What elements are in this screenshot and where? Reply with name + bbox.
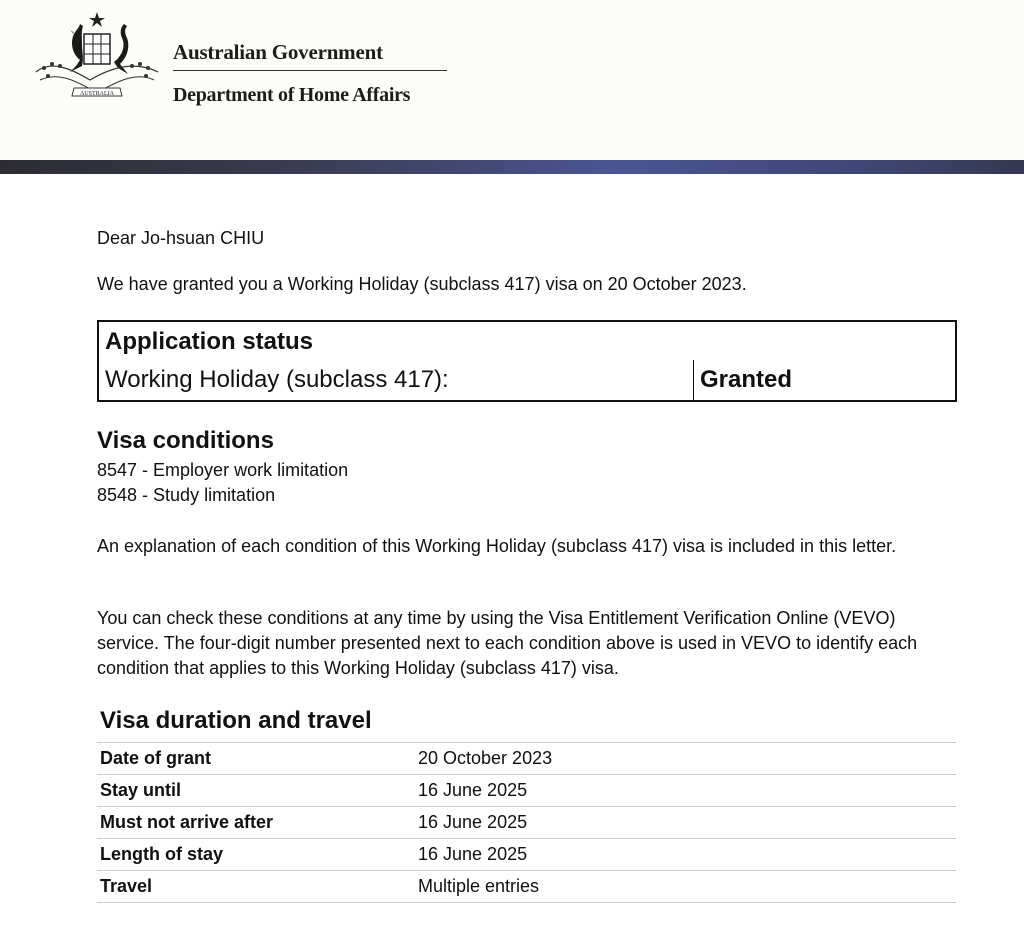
condition-item: 8547 - Employer work limitation (97, 460, 349, 480)
visa-conditions-list (97, 458, 348, 508)
visa-conditions-heading: Visa conditions (97, 427, 274, 454)
table-row (97, 743, 956, 775)
government-name: Australian Government (173, 40, 383, 64)
crest-scroll-text: AUSTRALIA (80, 91, 114, 97)
visa-duration-table (97, 742, 956, 903)
row-value: 16 June 2025 (415, 839, 956, 871)
header-color-band (0, 160, 1024, 174)
application-status-heading: Application status (105, 328, 314, 355)
header-divider (173, 70, 447, 71)
department-name: Department of Home Affairs (173, 84, 411, 106)
table-row (97, 839, 956, 871)
row-value: 20 October 2023 (415, 743, 956, 775)
row-value: 16 June 2025 (415, 775, 956, 807)
application-status-box (97, 320, 957, 402)
row-label: Travel (97, 871, 415, 903)
row-value: 16 June 2025 (415, 807, 956, 839)
row-label: Stay until (97, 775, 415, 807)
row-label: Date of grant (97, 743, 415, 775)
table-row (97, 775, 956, 807)
row-label: Must not arrive after (97, 807, 415, 839)
status-visa-label: Working Holiday (subclass 417): (105, 366, 449, 393)
table-row (97, 807, 956, 839)
status-label-cell (99, 360, 694, 400)
salutation: Dear Jo-hsuan CHIU (97, 228, 265, 248)
table-row (97, 871, 956, 903)
condition-item: 8548 - Study limitation (97, 485, 276, 505)
letterhead (0, 0, 1024, 160)
coat-of-arms-icon (30, 10, 164, 110)
status-value: Granted (700, 366, 793, 393)
visa-duration-heading: Visa duration and travel (100, 707, 372, 734)
grant-statement: We have granted you a Working Holiday (subclass 417) visa on 20 October 2023. (97, 274, 747, 294)
row-value: Multiple entries (415, 871, 956, 903)
conditions-explanation: An explanation of each condition of this Working Holiday (subclass 417) visa is included in this letter. (97, 536, 897, 556)
vevo-note: You can check these conditions at any time by using the Visa Entitlement Verification Online (VEVO) service. The four-digit number presented next to each condition above is used in VEVO to identify each condition that applies to this Working Holiday (subclass 417) visa. (97, 608, 918, 678)
row-label: Length of stay (97, 839, 415, 871)
